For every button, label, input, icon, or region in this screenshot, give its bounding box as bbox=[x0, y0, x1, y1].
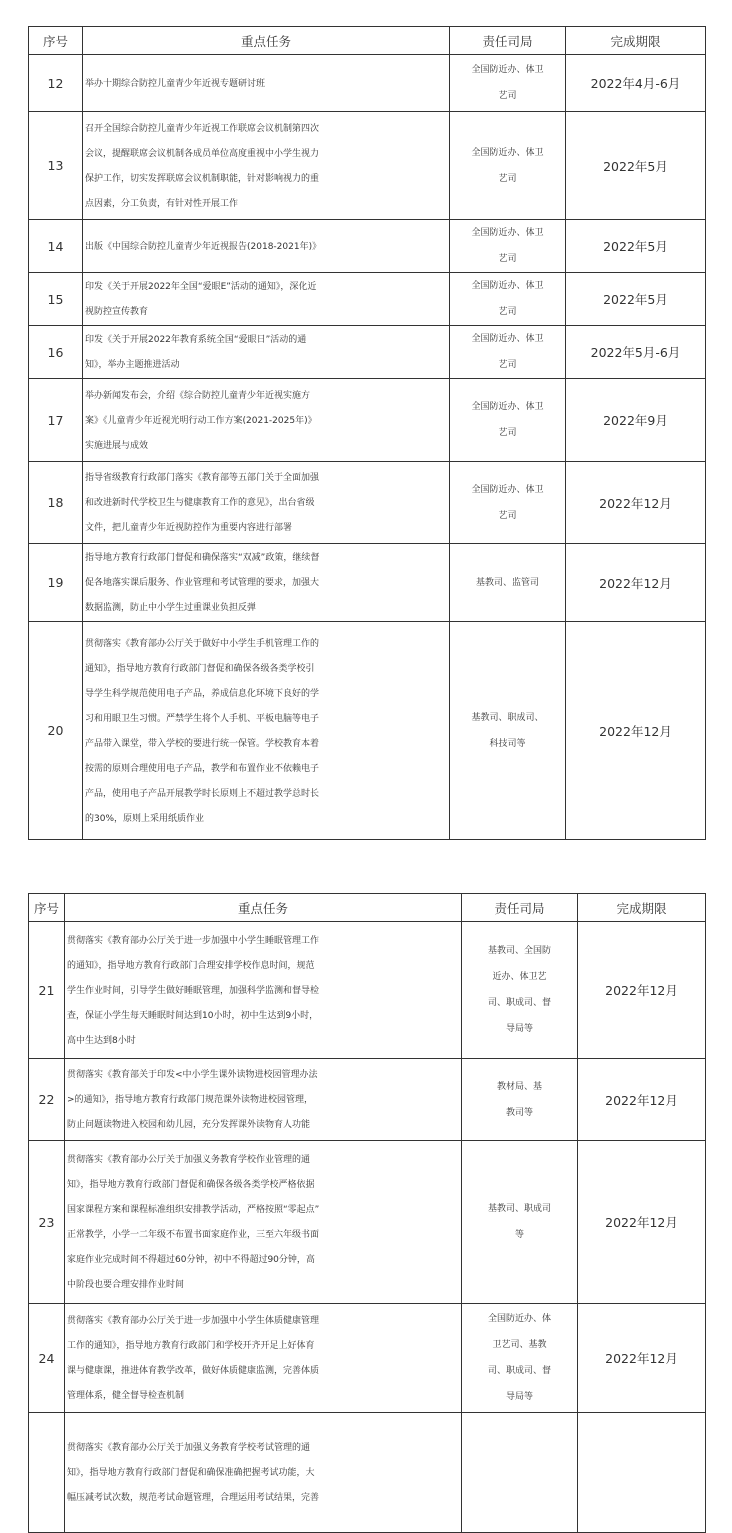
header-no: 序号 bbox=[29, 894, 65, 922]
task-line: 和改进新时代学校卫生与健康教育工作的意见》，出台省级 bbox=[85, 498, 315, 508]
task-line: 视防控宣传教育 bbox=[85, 307, 149, 317]
task-cell bbox=[65, 1059, 462, 1141]
responsible-line: 等 bbox=[514, 1230, 524, 1240]
responsible-line: 近办、体卫艺 bbox=[492, 972, 547, 982]
table-row bbox=[29, 112, 706, 220]
task-line: 课与健康课，推进体育教学改革，做好体质健康监测，完善体质 bbox=[67, 1366, 320, 1376]
header-task: 重点任务 bbox=[83, 27, 450, 55]
responsible-line: 艺司 bbox=[498, 360, 517, 370]
row-number: 20 bbox=[29, 622, 83, 840]
task-line: 产品带入课堂，带入学校的要进行统一保管。学校教育本着 bbox=[85, 738, 320, 749]
header-responsible: 责任司局 bbox=[450, 27, 566, 55]
responsible-cell bbox=[450, 55, 566, 112]
table-row bbox=[29, 1141, 706, 1304]
deadline-cell: 2022年12月 bbox=[578, 1304, 706, 1413]
responsible-line: 全国防近办、体卫 bbox=[471, 147, 544, 158]
row-number: 16 bbox=[29, 326, 83, 379]
task-line: 产品，使用电子产品开展教学时长原则上不超过教学总时长 bbox=[85, 788, 320, 799]
task-line: 中阶段也要合理安排作业时间 bbox=[67, 1280, 185, 1290]
deadline-cell: 2022年5月 bbox=[566, 112, 706, 220]
row-number: 17 bbox=[29, 379, 83, 462]
responsible-cell bbox=[450, 462, 566, 544]
responsible-cell bbox=[450, 220, 566, 273]
task-line: 会议，提醒联席会议机制各成员单位高度重视中小学生视力 bbox=[85, 148, 320, 159]
task-line: 印发《关于开展2022年教育系统全国“爱眼日”活动的通 bbox=[85, 335, 307, 345]
responsible-line: 艺司 bbox=[498, 510, 517, 521]
responsible-line: 全国防近办、体卫 bbox=[471, 228, 544, 238]
table-body bbox=[29, 922, 706, 1533]
table-header-row bbox=[29, 27, 706, 55]
responsible-line: 艺司 bbox=[498, 254, 517, 264]
responsible-line: 科技司等 bbox=[489, 738, 526, 749]
header-no: 序号 bbox=[29, 27, 83, 55]
task-line: 保护工作，切实发挥联席会议机制职能，针对影响视力的重 bbox=[85, 173, 320, 184]
task-line: 促各地落实课后服务、作业管理和考试管理的要求，加强大 bbox=[85, 578, 320, 588]
table-row bbox=[29, 55, 706, 112]
row-number: 15 bbox=[29, 273, 83, 326]
task-cell bbox=[83, 220, 450, 273]
task-cell bbox=[65, 1141, 462, 1304]
responsible-line: 全国防近办、体卫 bbox=[471, 484, 544, 495]
responsible-line: 艺司 bbox=[498, 428, 517, 438]
responsible-cell bbox=[462, 1413, 578, 1533]
responsible-line: 基教司、监管司 bbox=[475, 577, 539, 588]
table-row bbox=[29, 379, 706, 462]
task-cell bbox=[83, 326, 450, 379]
task-line: 指导地方教育行政部门督促和确保落实“双减”政策，继续督 bbox=[85, 553, 320, 563]
task-line: 工作的通知》，指导地方教育行政部门和学校开齐开足上好体育 bbox=[67, 1341, 315, 1351]
task-line: 举办新闻发布会，介绍《综合防控儿童青少年近视实施方 bbox=[85, 390, 311, 401]
task-cell bbox=[65, 1304, 462, 1413]
task-line: 贯彻落实《教育部关于印发<中小学生课外读物进校园管理办法 bbox=[67, 1070, 318, 1080]
table-row bbox=[29, 1413, 706, 1533]
table-row bbox=[29, 622, 706, 840]
task-cell bbox=[65, 1413, 462, 1533]
header-deadline: 完成期限 bbox=[578, 894, 706, 922]
task-cell bbox=[65, 922, 462, 1059]
responsible-line: 导局等 bbox=[505, 1024, 533, 1034]
header-responsible: 责任司局 bbox=[462, 894, 578, 922]
task-line: 高中生达到8小时 bbox=[67, 1035, 136, 1046]
task-line: 实施进展与成效 bbox=[85, 440, 149, 451]
table-row bbox=[29, 922, 706, 1059]
responsible-line: 艺司 bbox=[498, 307, 517, 317]
row-number bbox=[29, 1413, 65, 1533]
responsible-cell bbox=[462, 922, 578, 1059]
task-line: 贯彻落实《教育部办公厅关于进一步加强中小学生睡眠管理工作 bbox=[67, 935, 320, 946]
responsible-line: 艺司 bbox=[498, 173, 517, 184]
deadline-cell: 2022年12月 bbox=[566, 622, 706, 840]
task-line: >的通知》，指导地方教育行政部门规范课外读物进校园管理， bbox=[67, 1095, 314, 1105]
task-line: 案》《儿童青少年近视光明行动工作方案(2021-2025年)》 bbox=[85, 415, 317, 426]
task-line: 正常教学，小学一二年级不布置书面家庭作业，三至六年级书面 bbox=[67, 1230, 320, 1240]
task-cell bbox=[83, 544, 450, 622]
tasks-table-1 bbox=[28, 26, 706, 840]
row-number: 23 bbox=[29, 1141, 65, 1304]
responsible-cell bbox=[450, 622, 566, 840]
responsible-line: 卫艺司、基教 bbox=[492, 1340, 547, 1350]
deadline-cell: 2022年12月 bbox=[578, 1059, 706, 1141]
responsible-cell bbox=[462, 1059, 578, 1141]
tasks-table-2 bbox=[28, 893, 706, 1533]
task-line: 贯彻落实《教育部办公厅关于加强义务教育学校考试管理的通 bbox=[67, 1443, 311, 1453]
task-cell bbox=[83, 379, 450, 462]
table-row bbox=[29, 326, 706, 379]
task-line: 按需的原则合理使用电子产品，教学和布置作业不依赖电子 bbox=[85, 763, 320, 774]
task-cell bbox=[83, 273, 450, 326]
task-line: 查，保证小学生每天睡眠时间达到10小时，初中生达到9小时， bbox=[67, 1010, 319, 1021]
task-line: 知》，指导地方教育行政部门督促和确保准确把握考试功能，大 bbox=[67, 1468, 315, 1478]
task-line: 国家课程方案和课程标准组织安排教学活动，严格按照“零起点” bbox=[67, 1205, 320, 1215]
deadline-cell bbox=[578, 1413, 706, 1533]
deadline-cell: 2022年4月-6月 bbox=[566, 55, 706, 112]
deadline-cell: 2022年12月 bbox=[578, 1141, 706, 1304]
responsible-line: 基教司、全国防 bbox=[487, 946, 551, 956]
row-number: 13 bbox=[29, 112, 83, 220]
responsible-cell bbox=[462, 1304, 578, 1413]
responsible-line: 全国防近办、体卫 bbox=[471, 402, 544, 412]
task-line: 通知》，指导地方教育行政部门督促和确保各级各类学校引 bbox=[85, 663, 315, 674]
task-line: 文件，把儿童青少年近视防控作为重要内容进行部署 bbox=[85, 523, 293, 533]
row-number: 14 bbox=[29, 220, 83, 273]
task-line: 管理体系，健全督导检查机制 bbox=[67, 1391, 185, 1401]
responsible-line: 全国防近办、体卫 bbox=[471, 65, 544, 75]
responsible-line: 司、职成司、督 bbox=[487, 998, 551, 1008]
row-number: 21 bbox=[29, 922, 65, 1059]
task-line: 防止问题读物进入校园和幼儿园，充分发挥课外读物育人功能 bbox=[67, 1120, 311, 1130]
deadline-cell: 2022年5月-6月 bbox=[566, 326, 706, 379]
row-number: 12 bbox=[29, 55, 83, 112]
task-line: 贯彻落实《教育部办公厅关于进一步加强中小学生体质健康管理 bbox=[67, 1316, 320, 1326]
deadline-cell: 2022年5月 bbox=[566, 273, 706, 326]
task-line: 的30%，原则上采用纸质作业 bbox=[85, 813, 205, 824]
responsible-cell bbox=[450, 379, 566, 462]
task-line: 贯彻落实《教育部办公厅关于加强义务教育学校作业管理的通 bbox=[67, 1155, 311, 1165]
responsible-line: 基教司、职成司 bbox=[487, 1204, 551, 1214]
responsible-line: 教司等 bbox=[505, 1107, 533, 1118]
responsible-line: 基教司、职成司、 bbox=[471, 712, 544, 723]
task-line: 学生作业时间，引导学生做好睡眠管理，加强科学监测和督导检 bbox=[67, 985, 320, 996]
task-line: 印发《关于开展2022年全国“爱眼E”活动的通知》，深化近 bbox=[85, 282, 317, 292]
task-cell bbox=[83, 112, 450, 220]
table-body bbox=[29, 55, 706, 840]
task-line: 召开全国综合防控儿童青少年近视工作联席会议机制第四次 bbox=[85, 123, 320, 134]
responsible-line: 艺司 bbox=[498, 91, 517, 101]
table-row bbox=[29, 1059, 706, 1141]
responsible-cell bbox=[450, 326, 566, 379]
task-line: 点因素，分工负责，有针对性开展工作 bbox=[85, 198, 239, 209]
responsible-line: 司、职成司、督 bbox=[487, 1366, 551, 1376]
row-number: 19 bbox=[29, 544, 83, 622]
responsible-cell bbox=[462, 1141, 578, 1304]
task-line: 出版《中国综合防控儿童青少年近视报告(2018-2021年)》 bbox=[85, 241, 322, 252]
row-number: 24 bbox=[29, 1304, 65, 1413]
table-row bbox=[29, 220, 706, 273]
task-line: 知》，举办主题推进活动 bbox=[85, 360, 180, 370]
table-row bbox=[29, 462, 706, 544]
responsible-cell bbox=[450, 112, 566, 220]
responsible-cell bbox=[450, 273, 566, 326]
table-header-row bbox=[29, 894, 706, 922]
responsible-line: 导局等 bbox=[505, 1392, 533, 1402]
row-number: 22 bbox=[29, 1059, 65, 1141]
task-line: 导学生科学规范使用电子产品，养成信息化环境下良好的学 bbox=[85, 688, 320, 699]
header-task: 重点任务 bbox=[65, 894, 462, 922]
task-line: 举办十期综合防控儿童青少年近视专题研讨班 bbox=[85, 78, 266, 89]
deadline-cell: 2022年12月 bbox=[566, 462, 706, 544]
deadline-cell: 2022年5月 bbox=[566, 220, 706, 273]
task-cell bbox=[83, 462, 450, 544]
responsible-line: 全国防近办、体 bbox=[487, 1314, 551, 1324]
responsible-line: 教材局、基 bbox=[496, 1081, 542, 1092]
task-line: 家庭作业完成时间不得超过60分钟，初中不得超过90分钟，高 bbox=[67, 1255, 315, 1265]
deadline-cell: 2022年12月 bbox=[566, 544, 706, 622]
responsible-cell bbox=[450, 544, 566, 622]
task-cell bbox=[83, 55, 450, 112]
table-row bbox=[29, 273, 706, 326]
task-cell bbox=[83, 622, 450, 840]
task-line: 贯彻落实《教育部办公厅关于做好中小学生手机管理工作的 bbox=[85, 638, 320, 649]
task-line: 知》，指导地方教育行政部门督促和确保各级各类学校严格依据 bbox=[67, 1180, 315, 1190]
task-line: 幅压减考试次数，规范考试命题管理，合理运用考试结果，完善 bbox=[67, 1493, 320, 1503]
task-line: 数据监测，防止中小学生过重课业负担反弹 bbox=[85, 603, 257, 613]
table-row bbox=[29, 1304, 706, 1413]
task-line: 习和用眼卫生习惯。严禁学生将个人手机、平板电脑等电子 bbox=[85, 713, 320, 724]
header-deadline: 完成期限 bbox=[566, 27, 706, 55]
task-line: 指导省级教育行政部门落实《教育部等五部门关于全面加强 bbox=[85, 473, 320, 483]
row-number: 18 bbox=[29, 462, 83, 544]
deadline-cell: 2022年12月 bbox=[578, 922, 706, 1059]
task-line: 的通知》，指导地方教育行政部门合理安排学校作息时间，规范 bbox=[67, 960, 315, 971]
deadline-cell: 2022年9月 bbox=[566, 379, 706, 462]
table-row bbox=[29, 544, 706, 622]
responsible-line: 全国防近办、体卫 bbox=[471, 281, 544, 291]
responsible-line: 全国防近办、体卫 bbox=[471, 334, 544, 344]
